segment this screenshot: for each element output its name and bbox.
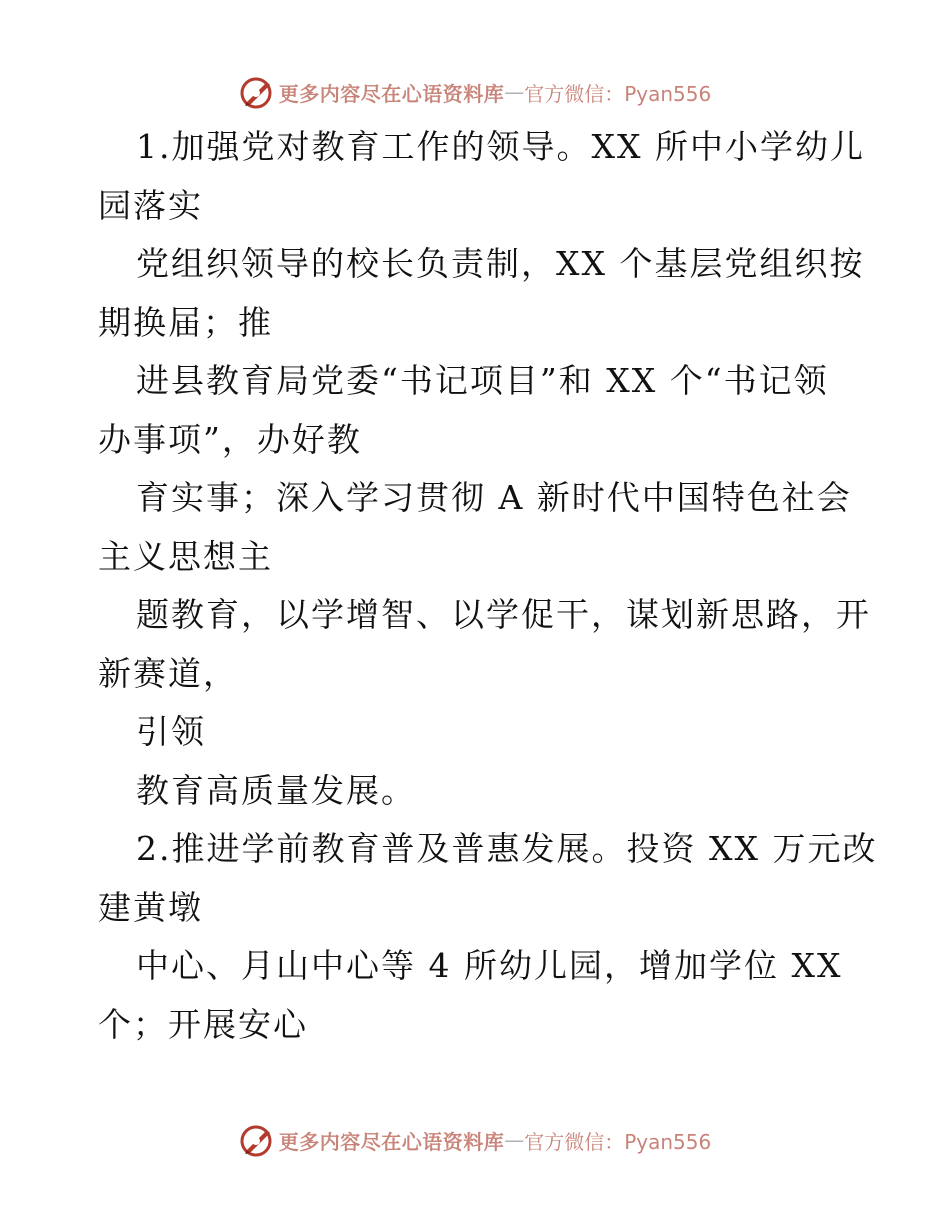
- header-watermark: [0, 70, 950, 114]
- text-line: 进县教育局党委“书记项目”和 XX 个“书记领: [136, 361, 829, 400]
- text-line: 期换届；推: [98, 302, 273, 342]
- footer-watermark: [0, 1118, 950, 1162]
- pen-logo-icon: [239, 1122, 275, 1158]
- text-line: 主义思想主: [98, 536, 273, 576]
- text-line: 育实事；深入学习贯彻 A 新时代中国特色社会: [136, 478, 852, 517]
- text-line: 建黄墩: [98, 887, 203, 927]
- watermark-separator: —: [504, 1128, 525, 1152]
- text-line: 办事项”，办好教: [98, 419, 362, 459]
- text-line: 党组织领导的校长负责制，XX 个基层党组织按: [136, 244, 865, 283]
- text-line: 教育高质量发展。: [136, 770, 416, 810]
- pen-logo-icon: [239, 74, 275, 110]
- text-line: 题教育，以学增智、以学促干，谋划新思路，开: [136, 595, 871, 634]
- watermark-wechat: 官方微信：Pyan556: [524, 1129, 712, 1154]
- text-line: 园落实: [98, 185, 203, 225]
- watermark-text: 更多内容尽在心语资料库: [278, 81, 505, 106]
- text-line: 引领: [136, 712, 206, 751]
- watermark-wechat: 官方微信：Pyan556: [524, 81, 712, 106]
- document-body: [98, 118, 878, 1054]
- text-line: 新赛道，: [98, 653, 238, 693]
- watermark-text: 更多内容尽在心语资料库: [278, 1129, 505, 1154]
- text-line: 中心、月山中心等 4 所幼儿园，增加学位 XX: [136, 946, 843, 985]
- text-line: 个；开展安心: [98, 1004, 308, 1044]
- text-line: 2.推进学前教育普及普惠发展。投资 XX 万元改: [136, 829, 878, 868]
- watermark-separator: —: [504, 80, 525, 104]
- text-line: 1.加强党对教育工作的领导。XX 所中小学幼儿: [136, 127, 865, 166]
